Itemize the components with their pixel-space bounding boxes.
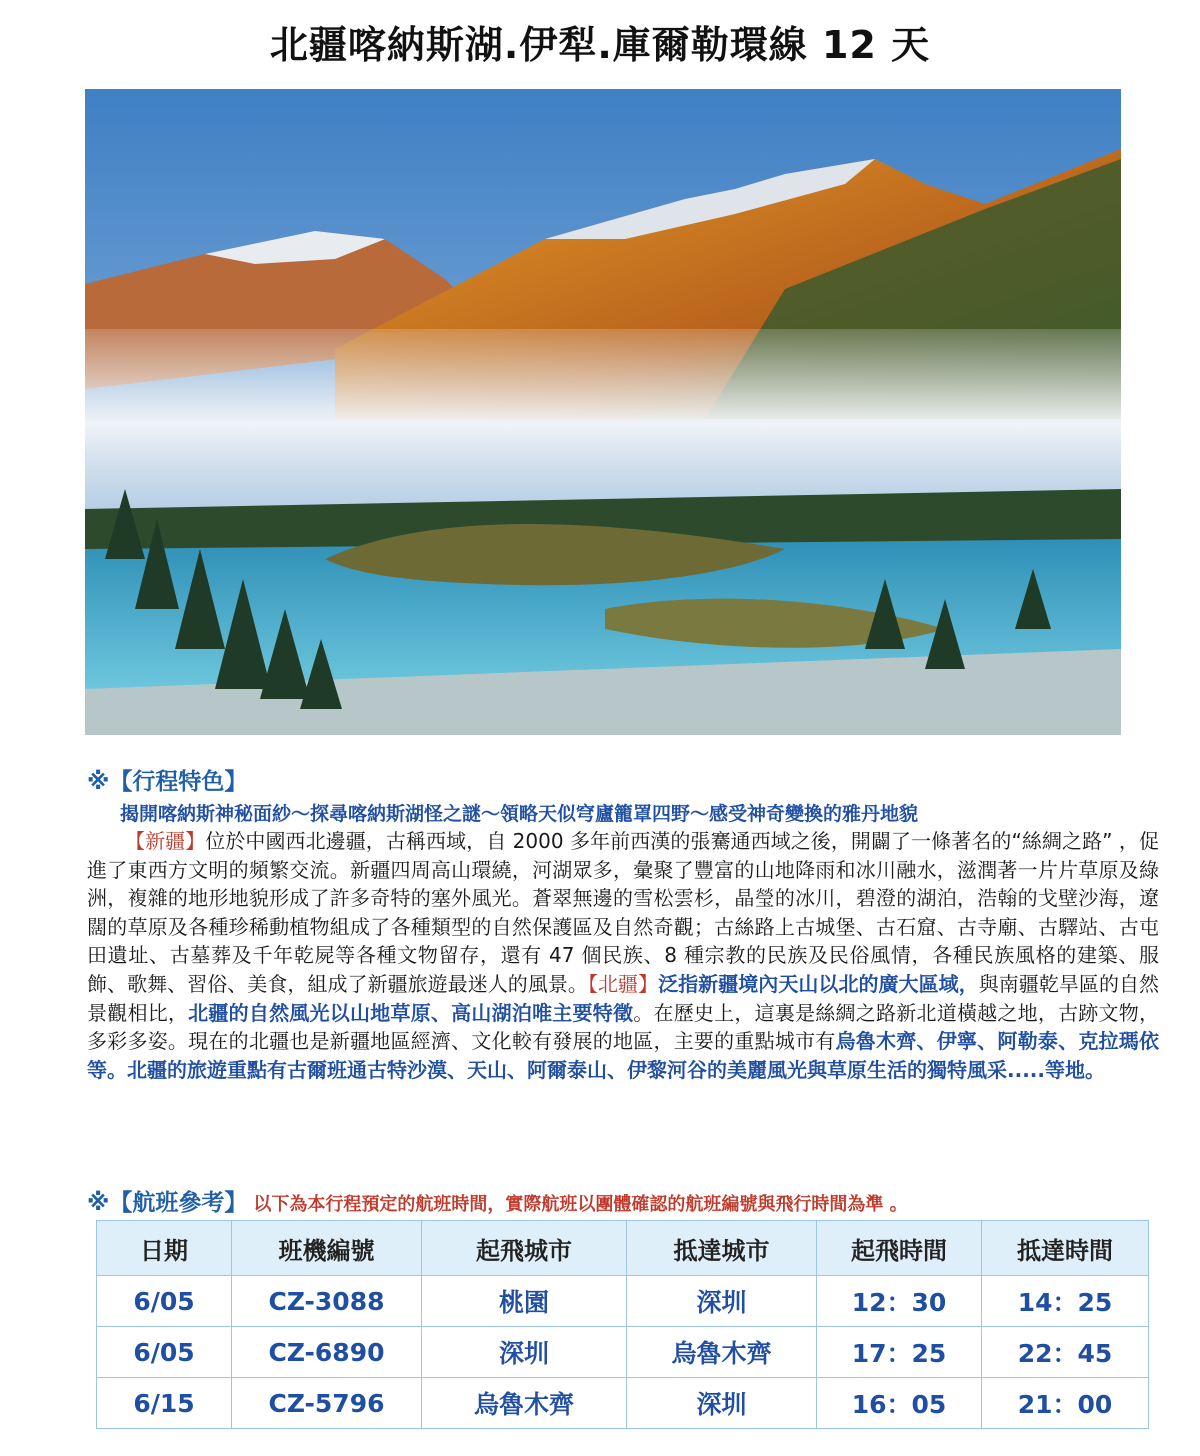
beijiang-text-1: 與南疆乾旱區的自然景觀相比， [87, 971, 1160, 1025]
cell-departure-city: 烏魯木齊 [422, 1378, 627, 1429]
cell-departure-city: 桃園 [422, 1276, 627, 1327]
column-header-flight-no: 班機編號 [232, 1221, 422, 1276]
flights-note: 以下為本行程預定的航班時間，實際航班以團體確認的航班編號與飛行時間為準 。 [253, 1194, 908, 1215]
features-heading-label: 【行程特色】 [109, 769, 248, 795]
flights-heading [87, 1184, 908, 1217]
beijiang-highlight-1: 泛指新疆境內天山以北的廣大區域， [658, 971, 979, 996]
cell-flight-no: CZ-6890 [232, 1327, 422, 1378]
features-subheading: 揭開喀納斯神秘面紗～探尋喀納斯湖怪之謎～領略天似穹廬籠罩四野～感受神奇變換的雅丹地貌 [120, 803, 919, 825]
cell-departure-time: 16：05 [817, 1378, 982, 1429]
beijiang-text-2: 。在歷史上，這裏是絲綢之路新北道橫越之地，古跡文物，多彩多姿。現在的北疆也是新疆地區經濟、文化較有發展的地區，主要的重點城市有 [87, 1000, 1160, 1054]
cell-flight-no: CZ-5796 [232, 1378, 422, 1429]
cell-date: 6/15 [97, 1378, 232, 1429]
cell-arrival-time: 21：00 [982, 1378, 1149, 1429]
cell-date: 6/05 [97, 1327, 232, 1378]
column-header-arrival-city: 抵達城市 [627, 1221, 817, 1276]
xinjiang-paragraph: 位於中國西北邊疆，古稱西域，自 2000 多年前西漢的張騫通西域之後，開闢了一條著名的“絲綢之路” ，促進了東西方文明的頻繁交流。新疆四周高山環繞，河湖眾多，彙聚了豐富的山地降雨和冰川融水，滋潤著一片片草原及綠洲，複雜的地形地貌形成了許多奇特的塞外風光。蒼翠無邊的雪松雲杉，晶瑩的冰川，碧澄的湖泊，浩翰的戈壁沙海，遼闊的草原及各種珍稀動植物組成了各種類型的自然保護區及自然奇觀；古絲路上古城堡、古石窟、古寺廟、古驛站、古屯田遺址、古墓葬及千年乾屍等各種文物留存，還有 47 個民族、8 種宗教的民族及民俗風情，各種民族風格的建築、服飾、歌舞、習俗、美食，組成了新疆旅遊最迷人的風景。 [87, 829, 1159, 996]
features-description [87, 827, 1159, 1084]
flights-table [96, 1220, 1149, 1429]
cell-arrival-city: 烏魯木齊 [627, 1327, 817, 1378]
cell-arrival-city: 深圳 [627, 1378, 817, 1429]
lake-landscape-illustration [85, 89, 1121, 735]
flights-header-row [97, 1221, 1149, 1276]
hero-image [85, 89, 1121, 735]
beijiang-highlight-3: 烏魯木齊、伊寧、阿勒泰、克拉瑪依等。北疆的旅遊重點有古爾班通古特沙漠、天山、阿爾泰山、伊黎河谷的美麗風光與草原生活的獨特風采.....等地。 [87, 1029, 1160, 1082]
cell-departure-city: 深圳 [422, 1327, 627, 1378]
table-row [97, 1276, 1149, 1327]
cell-departure-time: 17：25 [817, 1327, 982, 1378]
column-header-date: 日期 [97, 1221, 232, 1276]
reference-mark-icon: ※ [87, 769, 110, 795]
beijiang-tag: 【北疆】 [587, 971, 659, 996]
column-header-departure-city: 起飛城市 [422, 1221, 627, 1276]
table-row [97, 1327, 1149, 1378]
column-header-departure-time: 起飛時間 [817, 1221, 982, 1276]
features-heading [87, 763, 247, 796]
xinjiang-tag: 【新疆】 [125, 829, 206, 853]
cell-departure-time: 12：30 [817, 1276, 982, 1327]
cell-arrival-city: 深圳 [627, 1276, 817, 1327]
table-row [97, 1378, 1149, 1429]
cell-arrival-time: 22：45 [982, 1327, 1149, 1378]
page-title: 北疆喀納斯湖.伊犁.庫爾勒環線 12 天 [269, 23, 931, 67]
cell-arrival-time: 14：25 [982, 1276, 1149, 1327]
beijiang-highlight-2: 北疆的自然風光以山地草原、高山湖泊唯主要特徵 [188, 1000, 634, 1025]
cell-flight-no: CZ-3088 [232, 1276, 422, 1327]
flights-heading-label: 【航班參考】 [109, 1190, 248, 1216]
reference-mark-icon: ※ [87, 1190, 110, 1216]
column-header-arrival-time: 抵達時間 [982, 1221, 1149, 1276]
cell-date: 6/05 [97, 1276, 232, 1327]
